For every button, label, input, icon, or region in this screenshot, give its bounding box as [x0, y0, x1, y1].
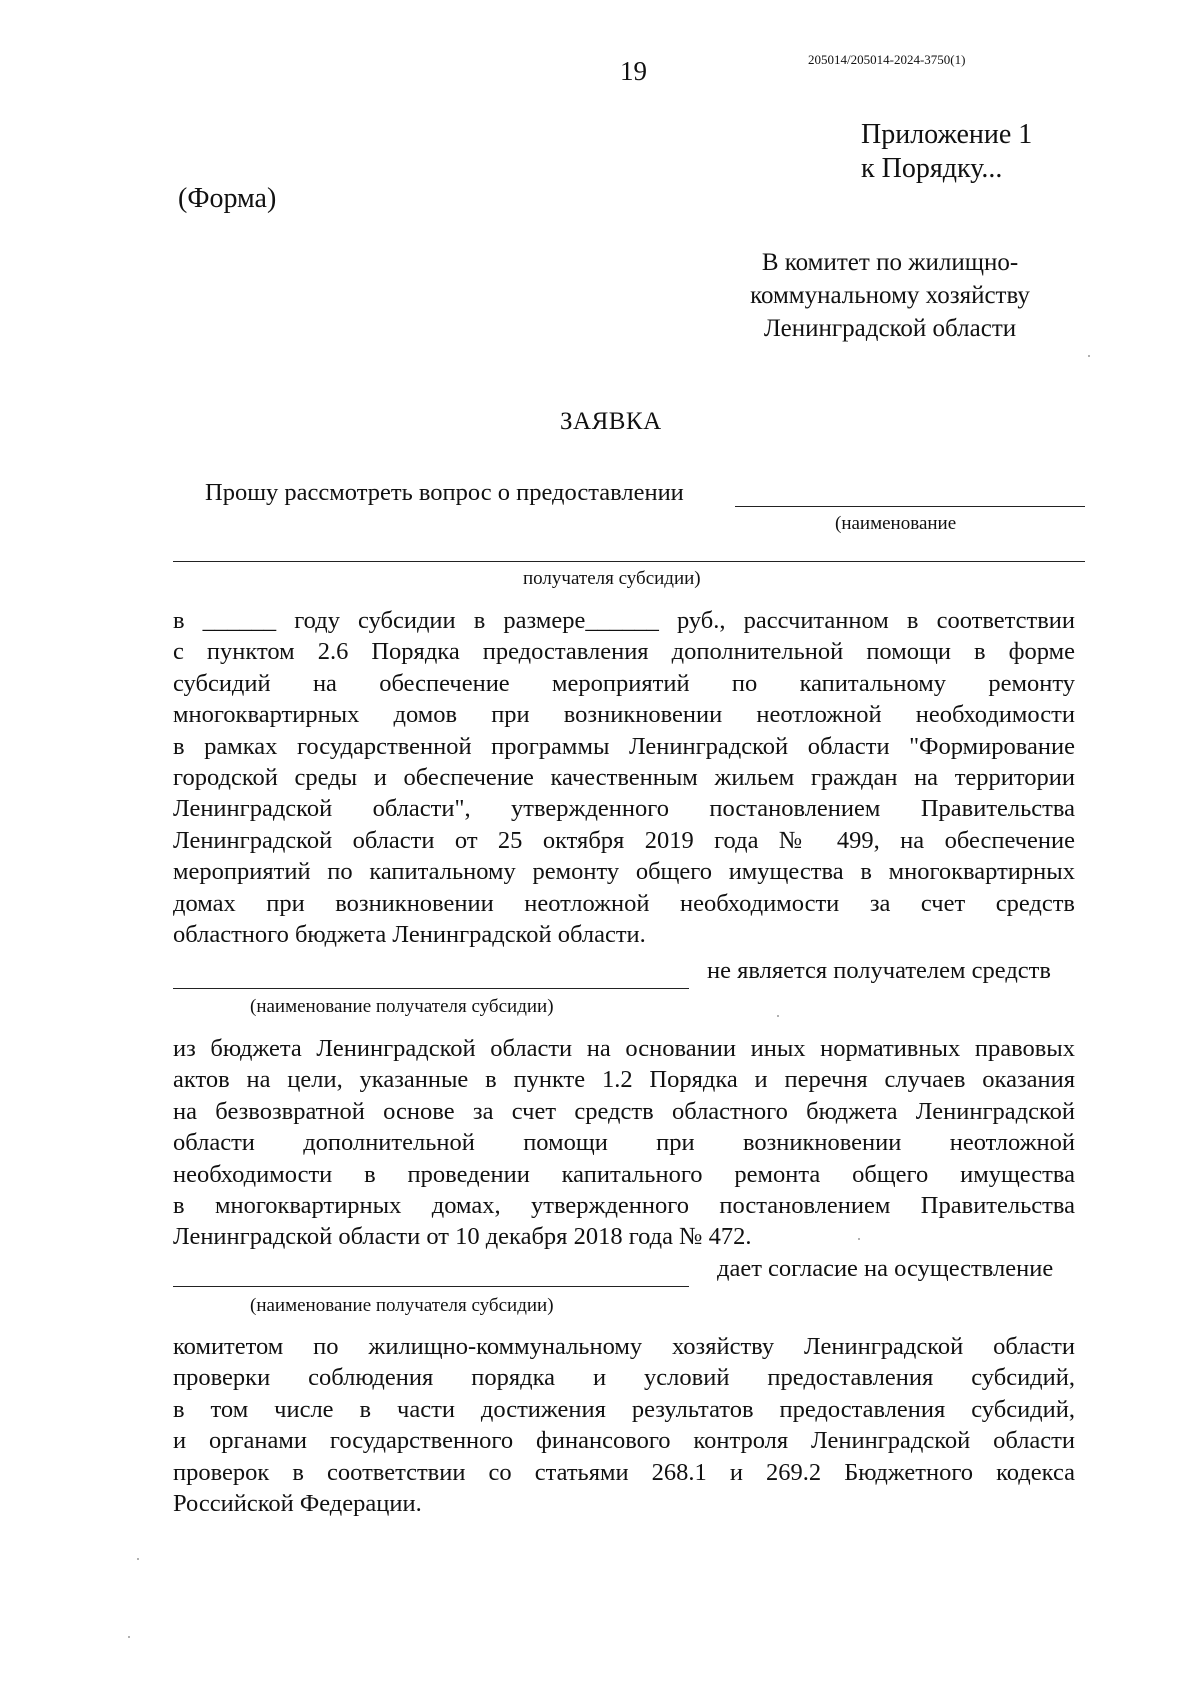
addressee-line-1: В комитет по жилищно- [761, 249, 1019, 276]
scan-speck [777, 1015, 779, 1017]
paragraph-line: Ленинградской области от 25 октября 2019 года № 499, на обеспечение [173, 826, 1075, 854]
paragraph-line: на безвозвратной основе за счет средств областного бюджета Ленинградской [173, 1097, 1075, 1125]
recipient-name-blank-3[interactable] [173, 988, 689, 989]
block2-caption: (наименование получателя субсидии) [250, 996, 554, 1017]
paragraph-2 [173, 1033, 1075, 1253]
paragraph-last-line: Ленинградской области от 10 декабря 2018 года № 472. [173, 1223, 752, 1251]
paragraph-line: в том числе в части достижения результатов предоставления субсидий, [173, 1395, 1075, 1423]
paragraph-line: проверки соблюдения порядка и условий предоставления субсидий, [173, 1364, 1075, 1392]
addressee-line-2: коммунальному хозяйству [750, 282, 1030, 309]
paragraph-last-line: областного бюджета Ленинградской области. [173, 921, 646, 949]
request-caption-part2: получателя субсидии) [523, 568, 701, 589]
form-label: (Форма) [178, 183, 277, 214]
paragraph-line: с пунктом 2.6 Порядка предоставления дополнительной помощи в форме [173, 638, 1075, 666]
paragraph-line: комитетом по жилищно-коммунальному хозяйству Ленинградской области [173, 1333, 1075, 1360]
scan-speck [858, 1238, 860, 1240]
paragraph-line: в многоквартирных домах, утвержденного постановлением Правительства [173, 1192, 1075, 1220]
block3-caption: (наименование получателя субсидии) [250, 1295, 554, 1316]
appendix-line-1: Приложение 1 [861, 119, 1033, 150]
scan-speck [137, 1558, 139, 1560]
paragraph-line: из бюджета Ленинградской области на основании иных нормативных правовых [173, 1035, 1075, 1062]
paragraph-line: городской среды и обеспечение качественным жильем граждан на территории [173, 764, 1075, 792]
document-title: ЗАЯВКА [560, 408, 662, 435]
scan-speck [128, 1636, 130, 1638]
scan-speck [1088, 355, 1090, 357]
request-intro: Прошу рассмотреть вопрос о предоставлении [205, 479, 684, 506]
paragraph-line: актов на цели, указанные в пункте 1.2 Порядка и перечня случаев оказания [173, 1066, 1075, 1094]
paragraph-line: домах при возникновении неотложной необходимости за счет средств [173, 889, 1075, 917]
paragraph-line: необходимости в проведении капитального ремонта общего имущества [173, 1160, 1075, 1188]
paragraph-line: субсидий на обеспечение мероприятий по капитальному ремонту [173, 669, 1075, 697]
addressee-block [720, 246, 1060, 345]
paragraph-line: проверок в соответствии со статьями 268.1 и 269.2 Бюджетного кодекса [173, 1458, 1075, 1486]
block2-tail: не является получателем средств [707, 957, 1051, 984]
paragraph-line: в рамках государственной программы Ленинградской области "Формирование [173, 732, 1075, 760]
paragraph-line: Ленинградской области", утвержденного постановлением Правительства [173, 795, 1075, 823]
paragraph-last-line: Российской Федерации. [173, 1490, 422, 1518]
paragraph-3 [173, 1331, 1075, 1519]
paragraph-1 [173, 605, 1075, 950]
paragraph-line: мероприятий по капитальному ремонту общего имущества в многоквартирных [173, 858, 1075, 886]
recipient-name-blank-4[interactable] [173, 1286, 689, 1287]
appendix-line-2: к Порядку... [861, 153, 1003, 184]
document-code: 205014/205014-2024-3750(1) [808, 52, 966, 67]
page-number: 19 [620, 56, 647, 86]
paragraph-line: многоквартирных домов при возникновении неотложной необходимости [173, 701, 1075, 729]
recipient-name-blank-2[interactable] [173, 561, 1085, 562]
paragraph-line: и органами государственного финансового контроля Ленинградской области [173, 1427, 1075, 1455]
block3-tail: дает согласие на осуществление [717, 1255, 1054, 1282]
appendix-note [861, 118, 1032, 186]
addressee-line-3: Ленинградской области [763, 315, 1017, 342]
paragraph-line: области дополнительной помощи при возникновении неотложной [173, 1129, 1075, 1157]
request-caption-part1: (наименование [835, 513, 957, 534]
recipient-name-blank-1[interactable] [735, 506, 1085, 507]
paragraph-line: в ______ году субсидии в размере______ руб., рассчитанном в соответствии [173, 607, 1075, 634]
